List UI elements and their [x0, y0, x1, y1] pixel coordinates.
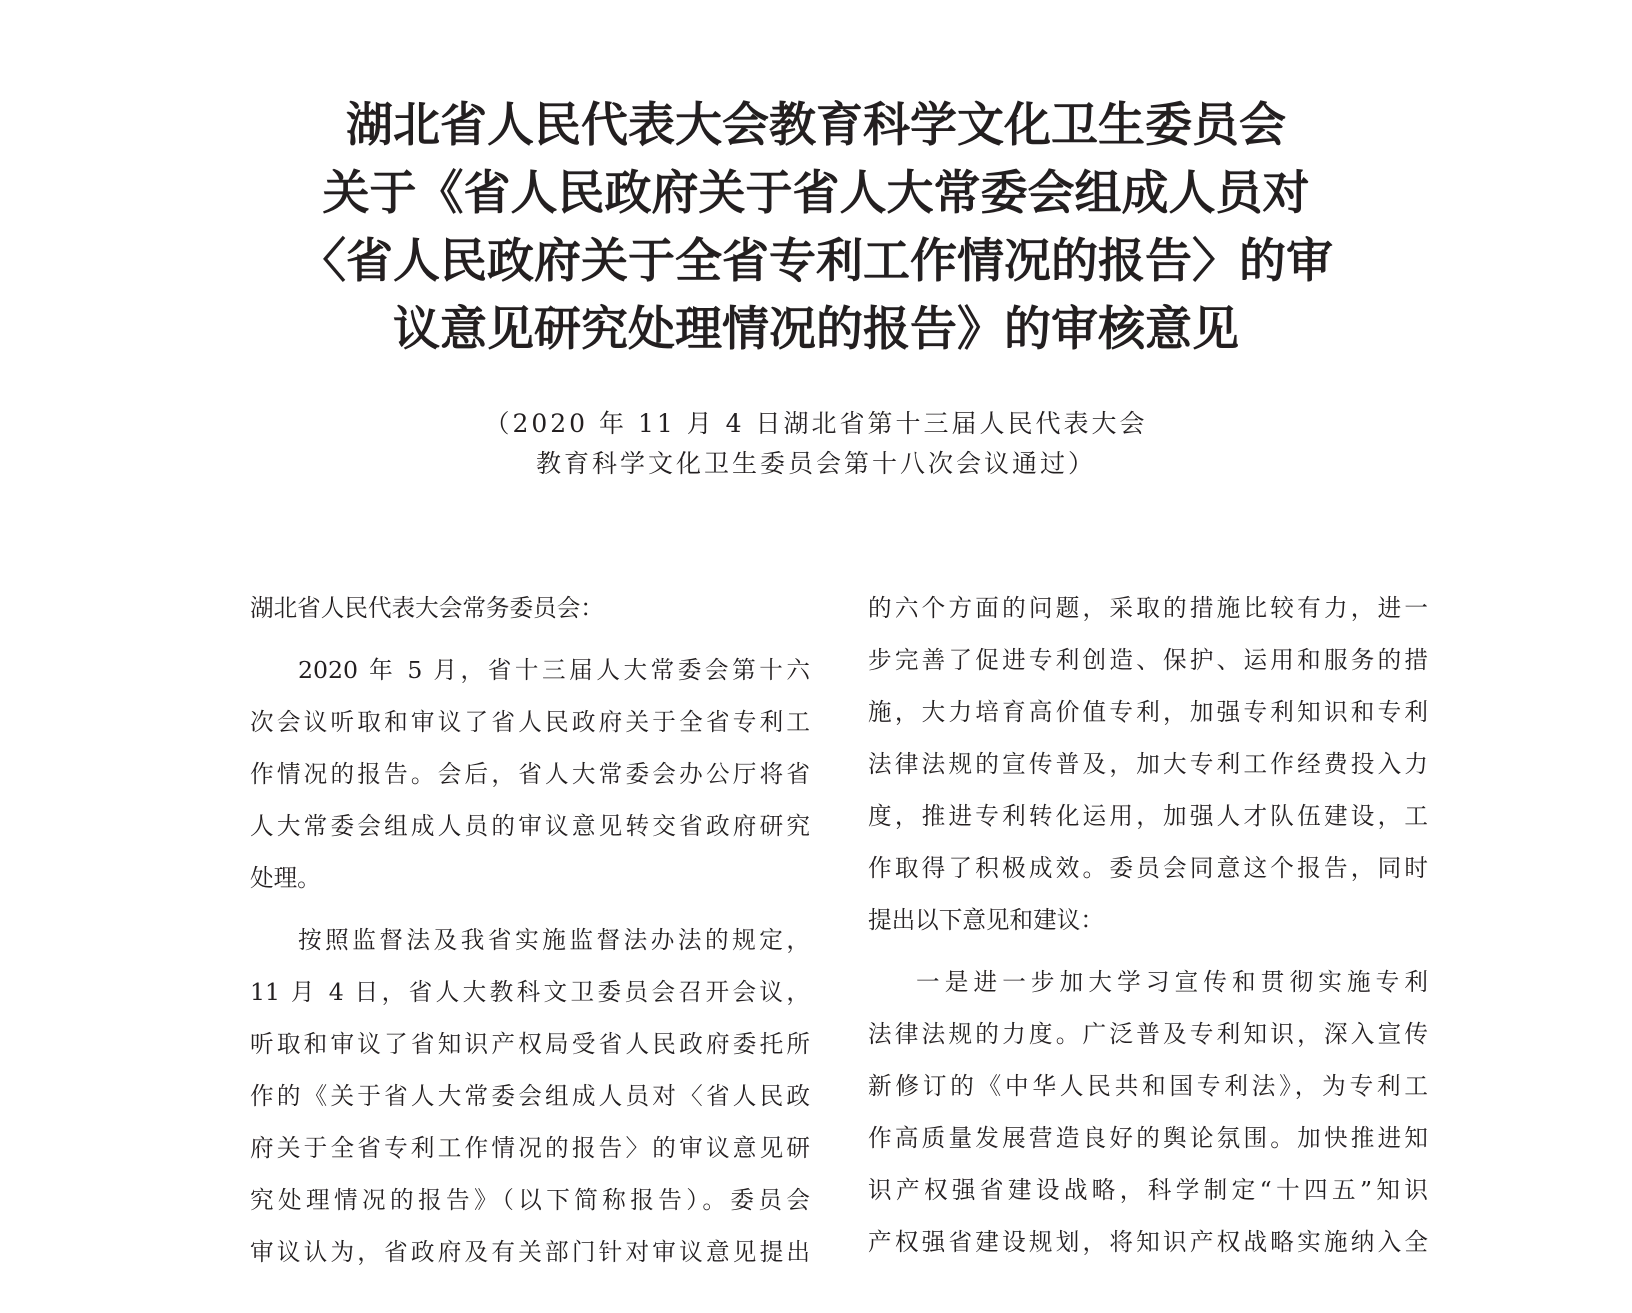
body-left-column — [250, 582, 810, 1278]
document-subtitle — [300, 404, 1332, 484]
body-line: 11 月 4 日，省人大教科文卫委员会召开会议， — [250, 978, 810, 1006]
body-line: 度，推进专利转化运用，加强人才队伍建设，工 — [868, 802, 1428, 830]
body-line: 识产权强省建设战略，科学制定“十四五”知识 — [868, 1176, 1428, 1204]
body-line: 施，大力培育高价值专利，加强专利知识和专利 — [868, 698, 1428, 726]
salutation: 湖北省人民代表大会常务委员会： — [250, 594, 604, 622]
body-line: 人大常委会组成人员的审议意见转交省政府研究 — [250, 812, 810, 840]
document-title — [200, 92, 1432, 364]
body-line: 作情况的报告。会后，省人大常委会办公厅将省 — [250, 760, 810, 788]
body-line: 法律法规的宣传普及，加大专利工作经费投入力 — [868, 750, 1428, 778]
title-line: 议意见研究处理情况的报告》的审核意见 — [393, 302, 1239, 357]
body-line: 作取得了积极成效。委员会同意这个报告，同时 — [868, 854, 1428, 882]
body-line: 究处理情况的报告》（以下简称报告）。委员会 — [250, 1186, 810, 1214]
body-line: 作的《关于省人大常委会组成人员对〈省人民政 — [250, 1082, 810, 1110]
subtitle-line: （2020 年 11 月 4 日湖北省第十三届人民代表大会 — [484, 409, 1148, 438]
body-line: 的六个方面的问题，采取的措施比较有力，进一 — [868, 594, 1428, 622]
body-line: 听取和审议了省知识产权局受省人民政府委托所 — [250, 1030, 810, 1058]
body-line: 处理。 — [250, 864, 321, 892]
body-line: 府关于全省专利工作情况的报告〉的审议意见研 — [250, 1134, 810, 1162]
body-line: 审议认为，省政府及有关部门针对审议意见提出 — [250, 1238, 810, 1266]
body-line: 作高质量发展营造良好的舆论氛围。加快推进知 — [868, 1124, 1428, 1152]
body-line: 次会议听取和审议了省人民政府关于全省专利工 — [250, 708, 810, 736]
body-right-column — [868, 582, 1428, 1268]
body-line: 一是进一步加大学习宣传和贯彻实施专利 — [916, 968, 1428, 996]
subtitle-line: 教育科学文化卫生委员会第十八次会议通过） — [535, 449, 1096, 478]
title-line: 〈省人民政府关于全省专利工作情况的报告〉的审 — [299, 234, 1333, 289]
body-line: 步完善了促进专利创造、保护、运用和服务的措 — [868, 646, 1428, 674]
title-line: 湖北省人民代表大会教育科学文化卫生委员会 — [346, 98, 1286, 153]
body-line: 产权强省建设规划，将知识产权战略实施纳入全 — [868, 1228, 1428, 1256]
body-line: 提出以下意见和建议： — [868, 906, 1104, 934]
title-line: 关于《省人民政府关于省人大常委会组成人员对 — [322, 166, 1310, 221]
body-line: 2020 年 5 月，省十三届人大常委会第十六 — [298, 656, 810, 684]
body-line: 新修订的《中华人民共和国专利法》，为专利工 — [868, 1072, 1428, 1100]
body-line: 按照监督法及我省实施监督法办法的规定， — [298, 926, 810, 954]
body-line: 法律法规的力度。广泛普及专利知识，深入宣传 — [868, 1020, 1428, 1048]
